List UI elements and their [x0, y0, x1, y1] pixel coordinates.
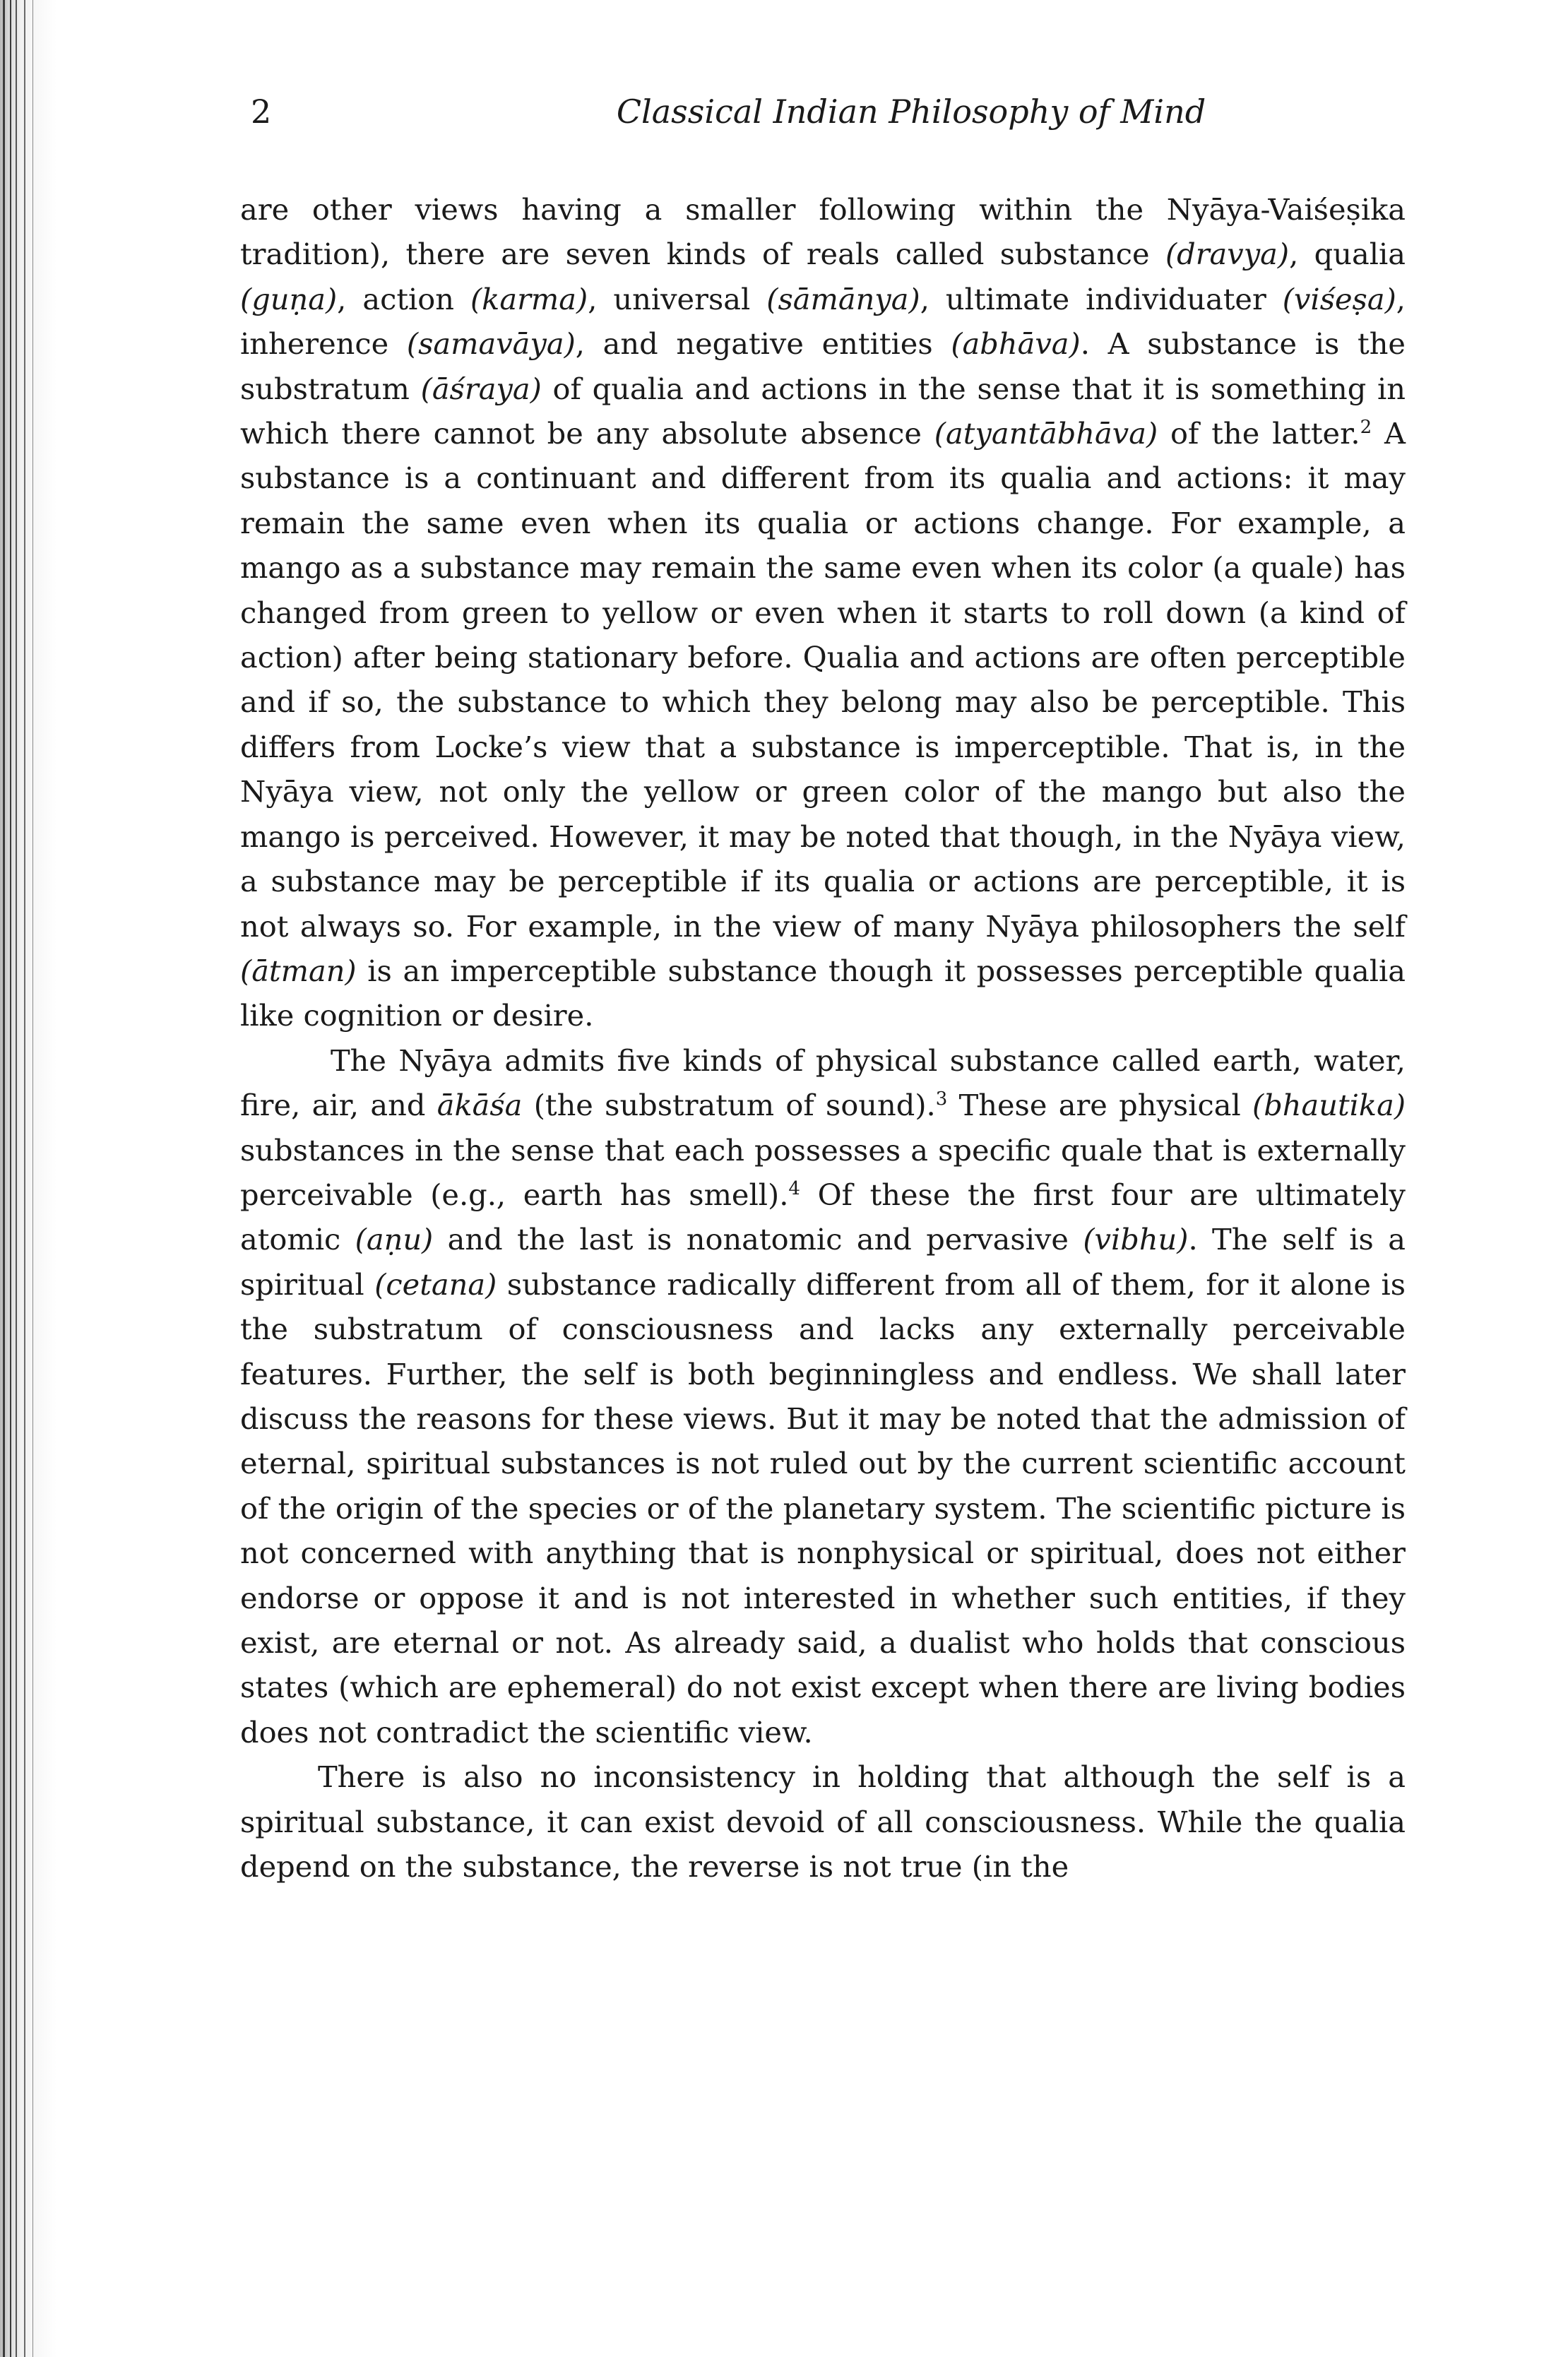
binding-edge-line	[24, 0, 25, 2357]
text-run: , inherence	[240, 281, 1406, 362]
italic-term: (atyantābhāva)	[934, 416, 1158, 451]
text-run: of the latter.	[1158, 416, 1360, 451]
footnote-reference: 4	[788, 1177, 800, 1199]
text-run: substance radically different from all of them, for it alone is the substratum of consciousness and lacks any externally perceivable features. Further, the self is both beginningless and endless. We shall later discuss the reasons for these views. But it may be noted that the admission of eternal, spiritual substances is not ruled out by the current scientific account of the origin of the species or of the planetary system. The scientific picture is not concerned with anything that is nonphysical or spiritual, does not either endorse or oppose it and is not interested in whether such entities, if they exist, are eternal or not. As already said, a dualist who holds that conscious states (which are ephemeral) do not exist except when there are living bodies does not contradict the scientific view.	[240, 1266, 1406, 1750]
footnote-reference: 2	[1360, 417, 1372, 439]
text-run: , and negative entities	[575, 326, 951, 362]
italic-term: (karma)	[470, 281, 588, 316]
italic-term: (cetana)	[374, 1266, 497, 1302]
italic-term: (viśeṣa)	[1282, 281, 1396, 316]
italic-term: (guṇa)	[240, 281, 338, 316]
text-run: A substance is a continuant and different from its qualia and actions: it may remain the same even when its qualia or actions change. For example, a mango as a substance may remain the same even when its color (a quale) has changed from green to yellow or even when it starts to roll down (a kind of action) after being stationary before. Qualia and actions are often perceptible and if so, the substance to which they belong may also be perceptible. This differs from Locke’s view that a substance is imperceptible. That is, in the Nyāya view, not only the yellow or green color of the mango but also the mango is perceived. However, it may be noted that though, in the Nyāya view, a substance may be perceptible if its qualia or actions are perceptible, it is not always so. For example, in the view of many Nyāya philosophers the self	[240, 416, 1406, 944]
paragraph	[240, 1755, 1406, 1889]
italic-term: (dravya)	[1165, 237, 1290, 272]
binding-edge-line	[10, 0, 11, 2357]
binding-shadow	[0, 0, 57, 2357]
binding-edge-line	[16, 0, 17, 2357]
text-run: , universal	[588, 281, 767, 316]
binding-edge-line	[32, 0, 33, 2357]
italic-term: (ātman)	[240, 953, 357, 988]
italic-term: (aṇu)	[355, 1222, 434, 1257]
text-run: of qualia and actions in the sense that it is something in which there cannot be any absolute absence	[240, 371, 1406, 451]
text-run: . The self is a spiritual	[240, 1222, 1406, 1302]
text-run: The Nyāya admits five kinds of physical substance called earth, water, fire, air, and	[240, 1043, 1406, 1123]
italic-term: ākāśa	[436, 1088, 523, 1123]
text-run: These are physical	[947, 1088, 1253, 1123]
italic-term: (vibhu)	[1083, 1222, 1189, 1257]
running-head-title: Classical Indian Philosophy of Mind	[616, 93, 1206, 131]
body-text	[240, 187, 1406, 1889]
italic-term: (sāmānya)	[766, 281, 920, 316]
text-run: , qualia	[1289, 237, 1406, 272]
text-run: , ultimate individuater	[920, 281, 1283, 316]
text-run: . A substance is the substratum	[240, 326, 1406, 406]
footnote-reference: 3	[935, 1088, 948, 1110]
text-run: , action	[337, 281, 470, 316]
text-run: (the substratum of sound).	[522, 1088, 936, 1123]
binding-edge-line	[3, 0, 5, 2357]
text-run: There is also no inconsistency in holding that although the self is a spiritual substance, it can exist devoid of all consciousness. While the qualia depend on the substance, the reverse is not true (in the	[240, 1759, 1406, 1884]
italic-term: (abhāva)	[951, 326, 1081, 362]
paragraph	[240, 1038, 1406, 1755]
italic-term: (samavāya)	[406, 326, 576, 362]
italic-term: (bhautika)	[1252, 1088, 1406, 1123]
text-run: are other views having a smaller following within the Nyāya-Vaiśeṣika tradition), there are seven kinds of reals called substance	[240, 192, 1406, 272]
italic-term: (āśraya)	[420, 371, 542, 406]
text-run: substances in the sense that each possesses a specific quale that is externally perceivable (e.g., earth has smell).	[240, 1132, 1406, 1212]
text-run: Of these the first four are ultimately atomic	[240, 1177, 1406, 1257]
paragraph	[240, 187, 1406, 1038]
page-number: 2	[251, 93, 272, 131]
text-run: is an imperceptible substance though it possesses perceptible qualia like cognition or desire.	[240, 953, 1406, 1033]
text-run: and the last is nonatomic and pervasive	[433, 1222, 1083, 1257]
